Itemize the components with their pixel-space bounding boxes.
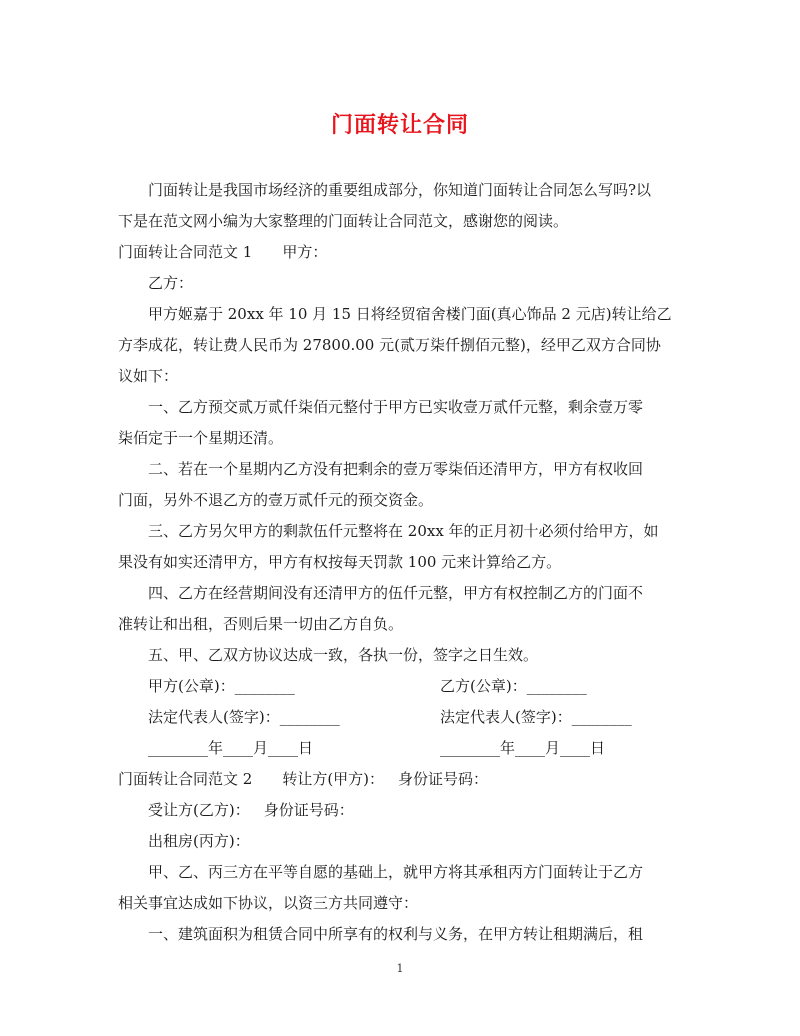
transferee-line [148, 800, 718, 820]
clause-line: 一、建筑面积为租赁合同中所享有的权利与义务，在甲方转让租期满后，租 [148, 925, 644, 943]
paragraph-line: 甲方姬嘉于 20xx 年 10 月 15 日将经贸宿舍楼门面(真心饰品 2 元店)转让给乙 [148, 305, 672, 323]
clause-line: 三、乙方另欠甲方的剩款伍仟元整将在 20xx 年的正月初十必须付给甲方，如 [148, 522, 659, 540]
lessor-label: 出租房(丙方)： [148, 832, 250, 850]
clause-line: 四、乙方在经营期间没有还清甲方的伍仟元整，甲方有权控制乙方的门面不 [148, 584, 644, 602]
party-b-date: ________年____月____日 [440, 739, 606, 757]
sample1-heading-line [118, 242, 688, 262]
page-number: 1 [396, 962, 404, 975]
clause-line: 柒佰定于一个星期还清。 [118, 429, 284, 447]
clause-line: 准转让和出租，否则后果一切由乙方自负。 [118, 615, 404, 633]
party-a-date: ________年____月____日 [148, 739, 314, 757]
paragraph-line: 甲、乙、丙三方在平等自愿的基础上，就甲方将其承租丙方门面转让于乙方 [148, 863, 644, 881]
paragraph-line: 方李成花，转让费人民币为 27800.00 元(贰万柒仟捌佰元整)，经甲乙双方合同协 [118, 336, 661, 354]
sample1-heading: 门面转让合同范文 1 [118, 243, 253, 261]
transferee-label: 受让方(乙方)： [148, 801, 250, 819]
sample2-heading: 门面转让合同范文 2 [118, 770, 253, 788]
clause-line: 门面，另外不退乙方的壹万贰仟元的预交资金。 [118, 491, 434, 509]
id-number-label: 身份证号码： [263, 801, 354, 819]
party-b-seal: 乙方(公章)：________ [440, 677, 587, 695]
id-number-label: 身份证号码： [398, 770, 489, 788]
paragraph-line: 相关事宜达成如下协议，以资三方共同遵守： [118, 894, 419, 912]
document-title: 门面转让合同 [330, 112, 469, 138]
transferor-label: 转让方(甲方)： [282, 770, 385, 788]
party-a-seal: 甲方(公章)：________ [148, 677, 295, 695]
clause-line: 果没有如实还清甲方，甲方有权按每天罚款 100 元来计算给乙方。 [118, 553, 562, 571]
sample2-heading-line [118, 769, 688, 789]
intro-line: 下是在范文网小编为大家整理的门面转让合同范文，感谢您的阅读。 [118, 212, 569, 230]
party-b-representative: 法定代表人(签字)：________ [440, 708, 632, 726]
clause-line: 五、甲、乙双方协议达成一致，各执一份，签字之日生效。 [148, 646, 539, 664]
paragraph-line: 议如下： [118, 367, 179, 385]
clause-line: 一、乙方预交贰万贰仟柒佰元整付于甲方已实收壹万贰仟元整，剩余壹万零 [148, 398, 644, 416]
party-a-representative: 法定代表人(签字)：________ [148, 708, 340, 726]
party-a-label: 甲方： [282, 243, 328, 261]
party-b-label: 乙方： [148, 274, 194, 292]
clause-line: 二、若在一个星期内乙方没有把剩余的壹万零柒佰还清甲方，甲方有权收回 [148, 460, 644, 478]
intro-line: 门面转让是我国市场经济的重要组成部分，你知道门面转让合同怎么写吗?以 [148, 181, 652, 199]
